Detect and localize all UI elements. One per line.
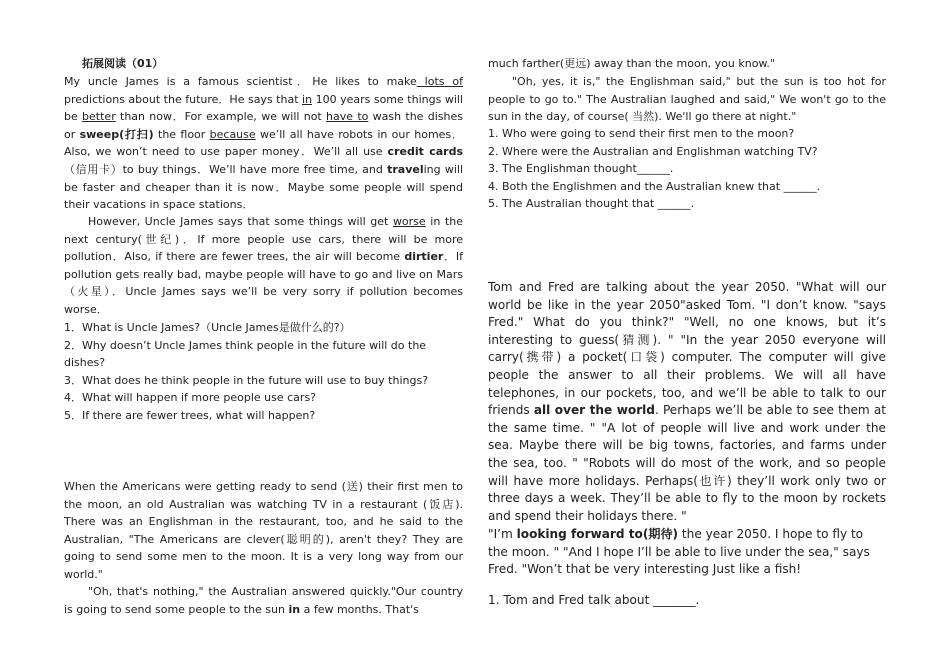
text-run: My uncle James is a famous scientist．He likes to make <box>64 75 417 88</box>
bold-phrase: looking forward to(期待) <box>516 527 679 541</box>
text-run: ing will be faster and cheaper than it is now．Maybe some people will spend their vacations in space stations． <box>64 162 463 212</box>
question-item: 2. Where were the Australian and Englishman watching TV? <box>488 144 818 158</box>
passage-1-questions <box>64 319 463 425</box>
text-run: than now．For example, we will not <box>115 110 327 124</box>
question-item: 5．If there are fewer trees, what will happen? <box>64 408 316 422</box>
text-run: Tom and Fred are talking about the year 2050. "What will our world be like in the year 2050"asked Tom. "I don’t know. "says Fred." What do you think?" "Well, no one knows, but it’s interesting to guess(猜测). " "In the year 2050 everyone will carry(携带) a pocket(口袋) computer. The computer will give people the answer to all their problems. We will all have telephones, in our pockets, too, and we’ll be able to talk to our friends <box>488 280 886 418</box>
question-item: 1．What is Uncle James?（Uncle James是做什么的?） <box>64 321 351 334</box>
question-item: 3. The Englishman thought______. <box>488 162 674 176</box>
text-run: in the next century(世纪)．If more people use cars, there will be more pollution．Also, if there are fewer trees, the air will become <box>64 215 463 264</box>
text-run: "I’m <box>488 527 517 541</box>
bold-phrase: credit cards <box>387 145 463 159</box>
text-run: （信用卡）to buy things．We’ll have more free time, and <box>64 162 388 176</box>
text-run: ．If pollution gets really bad, maybe people will have to go and live on Mars（火星）．Uncle James says we’ll be very sorry if pollution becomes worse． <box>64 250 463 316</box>
bold-phrase: travel <box>387 162 424 176</box>
bold-phrase: in <box>288 602 301 616</box>
passage-3-paragraph-1 <box>488 279 886 525</box>
text-run: "Oh, that's nothing," the Australian answered quickly."Our country is going to send some people to the sun <box>64 585 463 616</box>
question-item: 1. Who were going to send their first men to the moon? <box>488 127 795 140</box>
passage-2-continuation: much farther(更远) away than the moon, you know." <box>488 57 775 70</box>
passage-1-paragraph-1 <box>64 73 463 214</box>
text-run: . Perhaps we’ll be able to see them at the same time. " "A lot of people will live and work under the sea. Maybe there will be big towns, factories, and farms under the sea, too. " "Robots will do most of the work, and so people will have more holidays. Perhaps(也许) they’ll work only two or three days a week. They’ll be able to fly to the moon by rockets and spend their holidays there. " <box>488 403 886 523</box>
passage-3-question: 1. Tom and Fred talk about _______. <box>488 593 700 607</box>
passage-3-paragraph-2 <box>488 526 886 579</box>
passage-2-paragraph-3: "Oh, yes, it is," the Englishman said," but the sun is too hot for people to go to." The Australian laughed and said," We won't go to the sun in the day, of course( 当然). We'll go there at night." <box>488 75 886 124</box>
question-item: 3．What does he think people in the future will use to buy things? <box>64 373 429 387</box>
bold-phrase: sweep(打扫) <box>79 127 154 141</box>
question-item: 2．Why doesn’t Uncle James think people in the future will do the dishes? <box>64 338 427 370</box>
underlined-phrase: worse <box>392 215 426 228</box>
text-run: However, Uncle James says that some things will get <box>88 215 393 228</box>
question-item: 4. Both the Englishmen and the Australian knew that ______. <box>488 179 821 193</box>
text-run: the year 2050. I hope to fly to the moon. " "And I hope I’ll be able to live under the sea," says Fred. "Won’t that be very interesting Just like a fish! <box>488 527 870 577</box>
underlined-phrase: better <box>82 110 116 124</box>
underlined-phrase: because <box>209 127 256 141</box>
passage-1-paragraph-2 <box>64 213 463 319</box>
text-run: the floor <box>153 127 210 141</box>
underlined-phrase: have to <box>326 110 369 124</box>
text-run: 100 years some things will be <box>64 92 463 124</box>
text-run: a few months. That's <box>300 602 419 616</box>
text-run: predictions about the future．He says that <box>64 92 303 106</box>
bold-phrase: dirtier <box>404 250 444 264</box>
passage-2-paragraph-1: When the Americans were getting ready to send (送) their first men to the moon, an old Australian was watching TV in a restaurant (饭店). There was an Englishman in the restaurant, too, and he said to the Australian, "The Americans are clever(聪明的), aren't they? They are going to send some men to the moon. It is a very long way from our world." <box>64 480 463 581</box>
underlined-phrase: lots of <box>416 75 463 88</box>
bold-phrase: all over the world <box>533 403 655 418</box>
passage-2-questions <box>488 125 886 213</box>
question-item: 5. The Australian thought that ______. <box>488 197 695 211</box>
text-run: we’ll all have robots in our homes．Also, we won’t need to use paper money．We’ll all use <box>64 127 463 159</box>
reading-title: 拓展阅读（01） <box>82 57 164 70</box>
question-item: 4．What will happen if more people use cars? <box>64 391 317 405</box>
text-run: wash the dishes or <box>64 110 463 141</box>
passage-2-paragraph-2 <box>64 583 463 618</box>
underlined-phrase: in <box>302 92 313 106</box>
